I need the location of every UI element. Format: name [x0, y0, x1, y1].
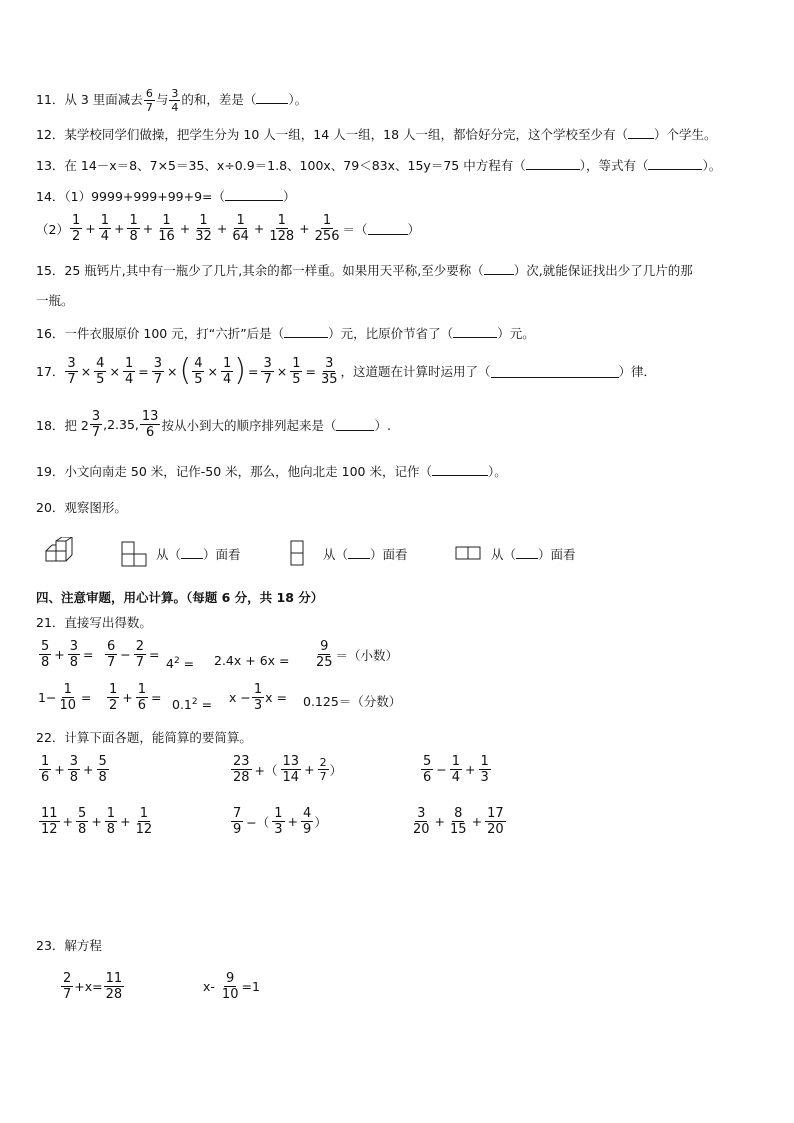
fraction — [127, 214, 139, 243]
view-figure-1 — [121, 541, 149, 567]
q-number: 18． — [36, 417, 65, 433]
fraction — [313, 214, 342, 243]
question-18 — [36, 410, 391, 439]
q21-row2-item2: $\frac{1}{2}$ + $\frac{1}{6}$ = — [109, 682, 162, 713]
q-text: 从 3 里面减去 — [64, 92, 143, 107]
q-number: 21． — [36, 615, 65, 630]
answer-blank[interactable] — [526, 157, 580, 170]
q-text: ）面看 — [370, 547, 408, 562]
answer-blank[interactable] — [491, 365, 619, 378]
numerator: 1 — [277, 213, 286, 228]
question-14-part1 — [36, 188, 296, 206]
question-17 — [36, 353, 657, 388]
q22-item6: $\frac{3}{20}$ + $\frac{8}{15}$ + $\frac{17}{20}$ — [413, 806, 504, 837]
fraction — [70, 214, 82, 243]
math-text: 4 — [166, 656, 174, 672]
question-11 — [36, 88, 307, 113]
q-text: ） — [283, 189, 296, 204]
fraction: $\frac{1}{4}$ — [124, 355, 134, 387]
right-paren: ) — [234, 353, 246, 388]
math-text: x = — [265, 690, 287, 705]
q-text: ），等式有（ — [579, 158, 649, 173]
operator: = — [305, 363, 316, 379]
question-15-line2 — [36, 292, 74, 310]
operator: + — [299, 221, 310, 236]
numerator: 13 — [141, 409, 159, 424]
answer-blank[interactable] — [368, 222, 408, 235]
q21-row2-item3: $0.1^2$ = — [172, 697, 213, 713]
q-text: 25 瓶钙片,其中有一瓶少了几片,其余的都一样重。如果用天平称,至少要称（ — [64, 263, 484, 278]
numerator: 1 — [162, 213, 171, 228]
q-number: 16． — [36, 326, 65, 341]
math-text: ＝（小数） — [335, 647, 399, 663]
answer-blank[interactable] — [432, 463, 488, 476]
question-14-part2 — [36, 214, 420, 243]
answer-blank[interactable] — [453, 325, 497, 338]
q-text: 从（ — [156, 547, 182, 562]
q-text: ）元，比原价节省了（ — [328, 326, 454, 341]
numerator: 1 — [322, 213, 332, 228]
left-paren: ( — [179, 353, 192, 388]
fraction: $\frac{1}{5}$ — [292, 355, 301, 387]
fraction — [267, 214, 296, 243]
question-13 — [36, 157, 721, 175]
question-22 — [36, 729, 252, 747]
answer-blank[interactable] — [225, 188, 283, 201]
denominator: 4 — [171, 101, 179, 114]
q-text: ）。 — [288, 92, 308, 107]
question-23 — [36, 937, 102, 955]
fraction — [230, 214, 251, 243]
fraction: $\frac{3}{7}$ — [67, 355, 76, 387]
section-4-title: 四、注意审题，用心计算。（每题 6 分，共 18 分） — [36, 590, 324, 605]
q21-row1-item5: $\frac{9}{25}$ ＝（小数） — [316, 639, 399, 670]
question-12 — [36, 126, 717, 144]
q-text: ）律． — [618, 364, 657, 379]
q-number: 15． — [36, 263, 65, 278]
q-text: ＝（ — [342, 221, 368, 237]
math-text: 0.1 — [172, 697, 192, 713]
q-text: 与 — [155, 92, 169, 107]
operator: × — [109, 363, 120, 379]
q21-row1-item2: $\frac{6}{7}$ − $\frac{2}{7}$ = — [107, 639, 160, 670]
numerator: 1 — [100, 213, 109, 228]
q-text: ）个学生。 — [654, 127, 717, 142]
fraction — [144, 88, 155, 113]
operator: + — [114, 221, 125, 236]
q-number: 20． — [36, 500, 65, 515]
fraction: $\frac{3}{7}$ — [263, 355, 272, 387]
q-text: ）面看 — [538, 547, 576, 562]
q-text: ） — [407, 221, 421, 237]
answer-blank[interactable] — [256, 91, 288, 104]
q-text: 观察图形。 — [64, 500, 127, 515]
q-text: 从（ — [323, 547, 349, 562]
q-text: 把 2 — [64, 417, 89, 433]
answer-blank[interactable] — [336, 418, 374, 431]
q23-equation-1: $\frac{2}{7}$ +x= $\frac{11}{28}$ — [63, 971, 123, 1002]
q-text: ）。 — [702, 158, 722, 173]
cube-stack-figure — [44, 537, 80, 567]
operator: × — [276, 363, 288, 379]
q-text: 解方程 — [64, 938, 102, 953]
question-19 — [36, 463, 507, 481]
answer-blank[interactable] — [648, 157, 702, 170]
denominator: 256 — [314, 229, 340, 244]
math-text: =1 — [241, 979, 260, 994]
q-text: （1）9999+999+99+9=（ — [64, 189, 226, 204]
q22-item3: $\frac{5}{6}$ − $\frac{1}{4}$ + $\frac{1}{3}$ — [423, 754, 489, 785]
q23-equation-2: x- $\frac{9}{10}$ =1 — [203, 971, 260, 1002]
numerator: 3 — [171, 87, 179, 100]
fraction: $\frac{3}{7}$ — [153, 355, 162, 387]
question-15 — [36, 262, 693, 280]
fraction — [156, 214, 177, 243]
denominator: 7 — [91, 425, 101, 440]
denominator: 8 — [129, 229, 138, 244]
answer-blank[interactable] — [348, 546, 370, 559]
view-figure-2 — [290, 540, 306, 568]
view-label-1 — [156, 546, 241, 564]
operator: + — [253, 221, 265, 236]
numerator: 1 — [199, 213, 208, 228]
q21-row2-item5: 0.125＝（分数） — [303, 694, 402, 709]
operator: + — [216, 221, 228, 236]
fraction: $\frac{3}{35}$ — [320, 355, 338, 387]
denominator: 7 — [145, 101, 153, 114]
q-number: 19． — [36, 464, 65, 479]
q-text: ，这道题在计算时运用了（ — [340, 364, 491, 379]
q-number: 11． — [36, 92, 65, 107]
numerator: 1 — [236, 213, 245, 228]
q-number: 13． — [36, 158, 65, 173]
q21-row1-item1: $\frac{5}{8}$ + $\frac{3}{8}$ = — [41, 639, 94, 670]
q21-row2-item4: x − $\frac{1}{3}$ x = — [229, 682, 287, 713]
q-text: 一件衣服原价 100 元，打“六折”后是（ — [64, 326, 285, 341]
fraction: $\frac{4}{5}$ — [194, 355, 203, 387]
question-20 — [36, 499, 127, 517]
q-text: 某学校同学们做操，把学生分为 10 人一组，14 人一组，18 人一组，都恰好分完，这个学校至少有（ — [64, 127, 629, 142]
view-label-3 — [491, 546, 576, 564]
q-text: 在 14－x＝8、7×5＝35、x÷0.9＝1.8、100x、79＜83x、15y＝75 中方程有（ — [64, 158, 526, 173]
q-text: ）元。 — [497, 326, 535, 341]
question-16 — [36, 325, 535, 343]
exponent: 2 — [173, 656, 180, 666]
q22-item2: $\frac{23}{28}$ +（ $\frac{13}{14}$ + $\frac{2}{7}$ ） — [233, 754, 343, 785]
q-text: 直接写出得数。 — [64, 615, 152, 630]
q-number: 22． — [36, 730, 65, 745]
numerator: 1 — [71, 213, 81, 228]
view-label-2 — [323, 546, 408, 564]
q21-row1-item3: $4^2$ = — [166, 656, 195, 672]
q22-item4: $\frac{11}{12}$ + $\frac{5}{8}$ + $\frac{1}{8}$ + $\frac{1}{12}$ — [41, 806, 153, 837]
math-text: x- — [203, 979, 215, 994]
q-number: 17． — [36, 364, 65, 379]
denominator: 16 — [158, 229, 175, 244]
denominator: 2 — [71, 229, 81, 244]
q22-item5: $\frac{7}{9}$ −（ $\frac{1}{3}$ + $\frac{4}{9}$ ） — [233, 806, 327, 837]
q-text: ,2.35, — [103, 417, 139, 432]
q-text: 计算下面各题，能简算的要简算。 — [64, 730, 252, 745]
fraction — [90, 410, 102, 439]
math-text: +x= — [74, 979, 103, 994]
operator: + — [85, 221, 96, 236]
answer-blank[interactable] — [484, 262, 514, 275]
denominator: 128 — [269, 229, 295, 244]
answer-blank[interactable] — [516, 546, 538, 559]
denominator: 4 — [100, 229, 109, 244]
fraction — [169, 88, 180, 113]
operator: × — [166, 363, 178, 379]
q-number: 23． — [36, 938, 65, 953]
operator: + — [179, 221, 191, 236]
q-text: 按从小到大的顺序排列起来是（ — [161, 417, 337, 433]
q-text: 小文向南走 50 米，记作-50 米，那么，他向北走 100 米，记作（ — [64, 464, 432, 479]
fraction — [99, 214, 111, 243]
view-figure-3 — [455, 546, 483, 562]
operator: × — [207, 363, 218, 379]
numerator: 3 — [91, 409, 101, 424]
operator: + — [142, 221, 154, 236]
q-text: ）次,就能保证找出少了几片的那 — [513, 263, 693, 278]
operator: = — [247, 363, 259, 379]
operator: = — [138, 363, 149, 379]
fraction — [140, 410, 161, 439]
numerator: 1 — [129, 213, 138, 228]
answer-blank[interactable] — [628, 126, 654, 139]
q-number: 14． — [36, 189, 65, 204]
operator: × — [80, 363, 92, 379]
q-text: ）. — [374, 417, 391, 433]
q-number: 12． — [36, 127, 65, 142]
fraction: $\frac{4}{5}$ — [96, 355, 105, 387]
fraction — [193, 214, 214, 243]
q-text: 一瓶。 — [36, 293, 74, 308]
answer-blank[interactable] — [284, 325, 328, 338]
denominator: 6 — [146, 425, 155, 440]
q-text: 的和，差是（ — [181, 92, 257, 107]
q-text: （2） — [36, 221, 69, 237]
q-text: 从（ — [491, 547, 517, 562]
denominator: 32 — [195, 229, 212, 244]
numerator: 6 — [145, 87, 153, 100]
q-text: ）。 — [487, 464, 507, 479]
q22-item1: $\frac{1}{6}$ + $\frac{3}{8}$ + $\frac{5}{8}$ — [41, 754, 107, 785]
q21-row1-item4: 2.4x + 6x = — [214, 653, 290, 668]
denominator: 64 — [232, 229, 249, 244]
answer-blank[interactable] — [181, 546, 203, 559]
fraction: $\frac{1}{4}$ — [222, 355, 232, 387]
math-text: x − — [229, 690, 251, 705]
question-21 — [36, 614, 152, 632]
exponent: 2 — [191, 697, 198, 707]
q21-row2-item1: 1− $\frac{1}{10}$ = — [38, 682, 92, 713]
q-text: ）面看 — [203, 547, 241, 562]
